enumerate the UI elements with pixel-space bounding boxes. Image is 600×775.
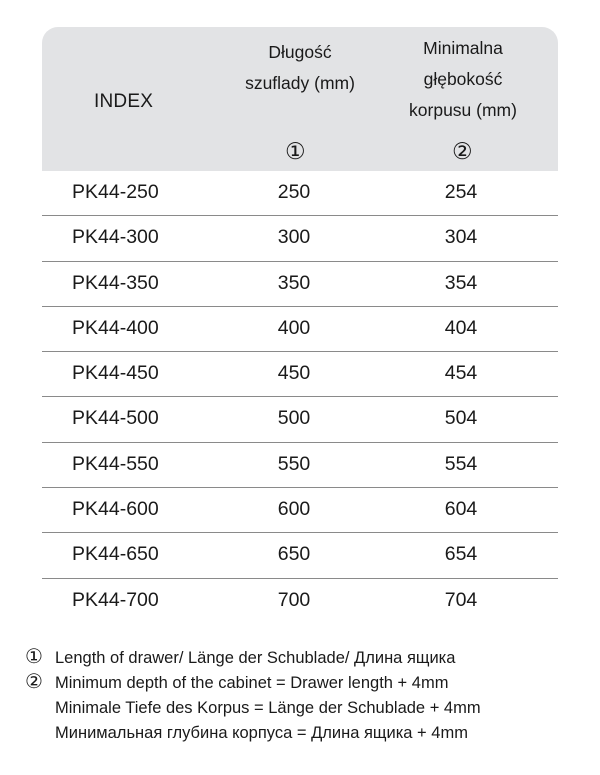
table-row — [42, 171, 558, 216]
cell-drawer-length: 700 — [277, 588, 311, 611]
footnote-2-text-ru: Минимальная глубина корпуса = Длина ящика + 4mm — [55, 724, 468, 742]
table-row — [42, 488, 558, 533]
cell-drawer-length: 550 — [277, 452, 311, 475]
header-drawer-length: Długość szuflady (mm) — [245, 42, 355, 93]
cell-min-depth: 454 — [444, 362, 478, 385]
cell-min-depth: 254 — [444, 181, 478, 203]
cell-index: PK44-250 — [72, 181, 159, 203]
table-row — [42, 397, 558, 442]
footnote-2-text-en: Minimum depth of the cabinet = Drawer length + 4mm — [55, 674, 449, 692]
cell-index: PK44-550 — [72, 452, 159, 475]
footnote-marker-1: ① — [25, 646, 43, 668]
cell-index: PK44-650 — [72, 543, 159, 566]
cell-drawer-length: 400 — [277, 316, 311, 339]
cell-index: PK44-300 — [72, 226, 159, 249]
table-body — [42, 171, 558, 624]
cell-drawer-length: 300 — [277, 226, 311, 249]
table-row — [42, 443, 558, 488]
drawer-size-table — [42, 27, 558, 624]
cell-drawer-length: 450 — [277, 362, 311, 385]
table-row — [42, 262, 558, 307]
cell-min-depth: 504 — [444, 407, 478, 430]
cell-min-depth: 404 — [444, 316, 478, 339]
cell-index: PK44-350 — [72, 271, 159, 294]
cell-index: PK44-450 — [72, 362, 159, 385]
table-header — [42, 27, 558, 171]
cell-index: PK44-700 — [72, 588, 159, 611]
table-row — [42, 216, 558, 261]
header-marker-1: ① — [285, 138, 306, 164]
header-min-depth: Minimalna głębokość korpusu (mm) — [409, 38, 517, 120]
cell-index: PK44-400 — [72, 316, 159, 339]
footnote-marker-2: ② — [25, 671, 43, 693]
cell-drawer-length: 350 — [277, 271, 311, 294]
table-row — [42, 579, 558, 624]
cell-index: PK44-600 — [72, 498, 159, 521]
cell-drawer-length: 600 — [277, 498, 311, 521]
header-marker-2: ② — [452, 138, 473, 164]
cell-index: PK44-500 — [72, 407, 159, 430]
cell-min-depth: 654 — [444, 543, 478, 566]
cell-min-depth: 354 — [444, 271, 478, 294]
cell-drawer-length: 250 — [277, 181, 311, 203]
table-row — [42, 352, 558, 397]
cell-min-depth: 554 — [444, 452, 478, 475]
cell-min-depth: 704 — [444, 588, 478, 611]
header-index: INDEX — [94, 91, 154, 112]
cell-drawer-length: 500 — [277, 407, 311, 430]
cell-min-depth: 604 — [444, 498, 478, 521]
cell-min-depth: 304 — [444, 226, 478, 249]
table-row — [42, 307, 558, 352]
footnote-2-text-de: Minimale Tiefe des Korpus = Länge der Schublade + 4mm — [55, 699, 481, 717]
footnote-1-text: Length of drawer/ Länge der Schublade/ Длина ящика — [55, 649, 456, 667]
table-row — [42, 533, 558, 578]
cell-drawer-length: 650 — [277, 543, 311, 566]
